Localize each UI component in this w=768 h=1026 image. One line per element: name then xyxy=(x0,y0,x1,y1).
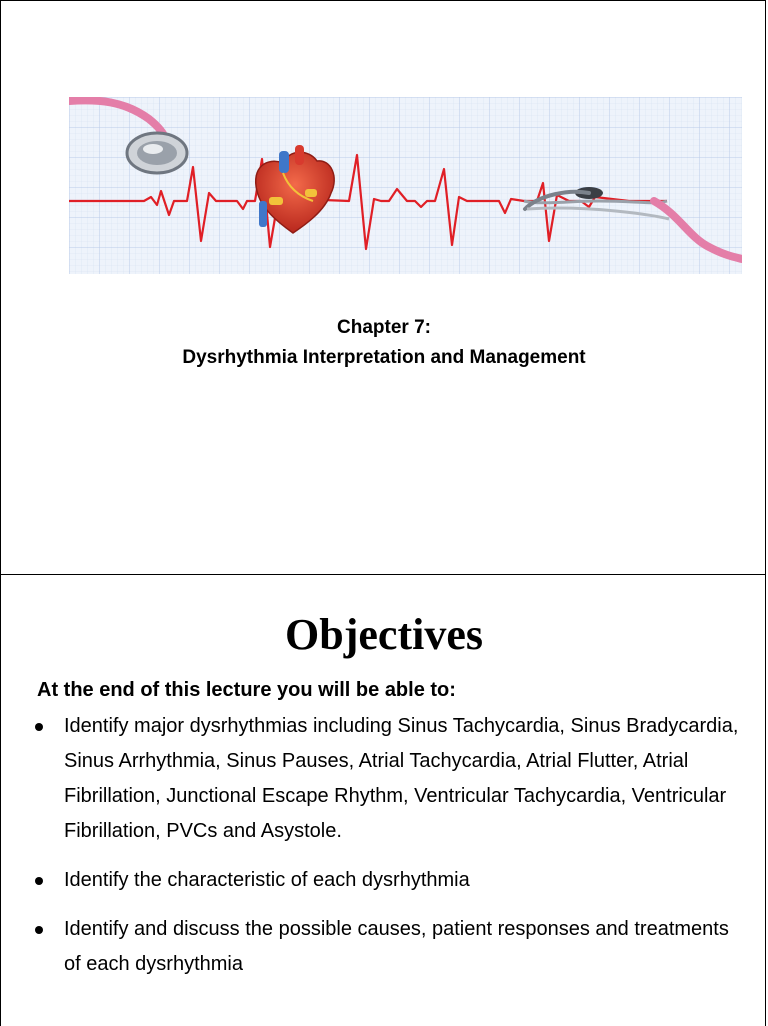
slide-objectives xyxy=(0,574,766,1026)
grid-lines xyxy=(69,97,742,274)
bullet-icon xyxy=(35,723,43,731)
chapter-subtitle: Dysrhythmia Interpretation and Management xyxy=(182,347,586,368)
chapter-number: Chapter 7: xyxy=(337,317,431,338)
objective-item xyxy=(31,709,741,849)
stethoscope-icon xyxy=(127,133,187,173)
objective-text: Identify major dysrhythmias including Sinus Tachycardia, Sinus Bradycardia, Sinus Arrhythmia, Sinus Pauses, Atrial Tachycardia, Atrial Flutter, Atrial Fibrillation, Junctional Escape Rhythm, Ventricular Tachycardia, Ventricular Fibrillation, PVCs and Asystole. xyxy=(64,715,739,842)
objectives-list xyxy=(31,709,741,996)
bullet-icon xyxy=(35,926,43,934)
objectives-intro: At the end of this lecture you will be able to: xyxy=(37,679,456,701)
objectives-heading: Objectives xyxy=(285,610,483,659)
objective-text: Identify and discuss the possible causes, patient responses and treatments of each dysrhythmia xyxy=(64,918,729,975)
chapter-title xyxy=(1,313,767,373)
objective-item xyxy=(31,912,741,982)
bullet-icon xyxy=(35,877,43,885)
objective-item xyxy=(31,863,741,898)
ecg-banner xyxy=(69,97,742,274)
objective-text: Identify the characteristic of each dysrhythmia xyxy=(64,869,470,891)
